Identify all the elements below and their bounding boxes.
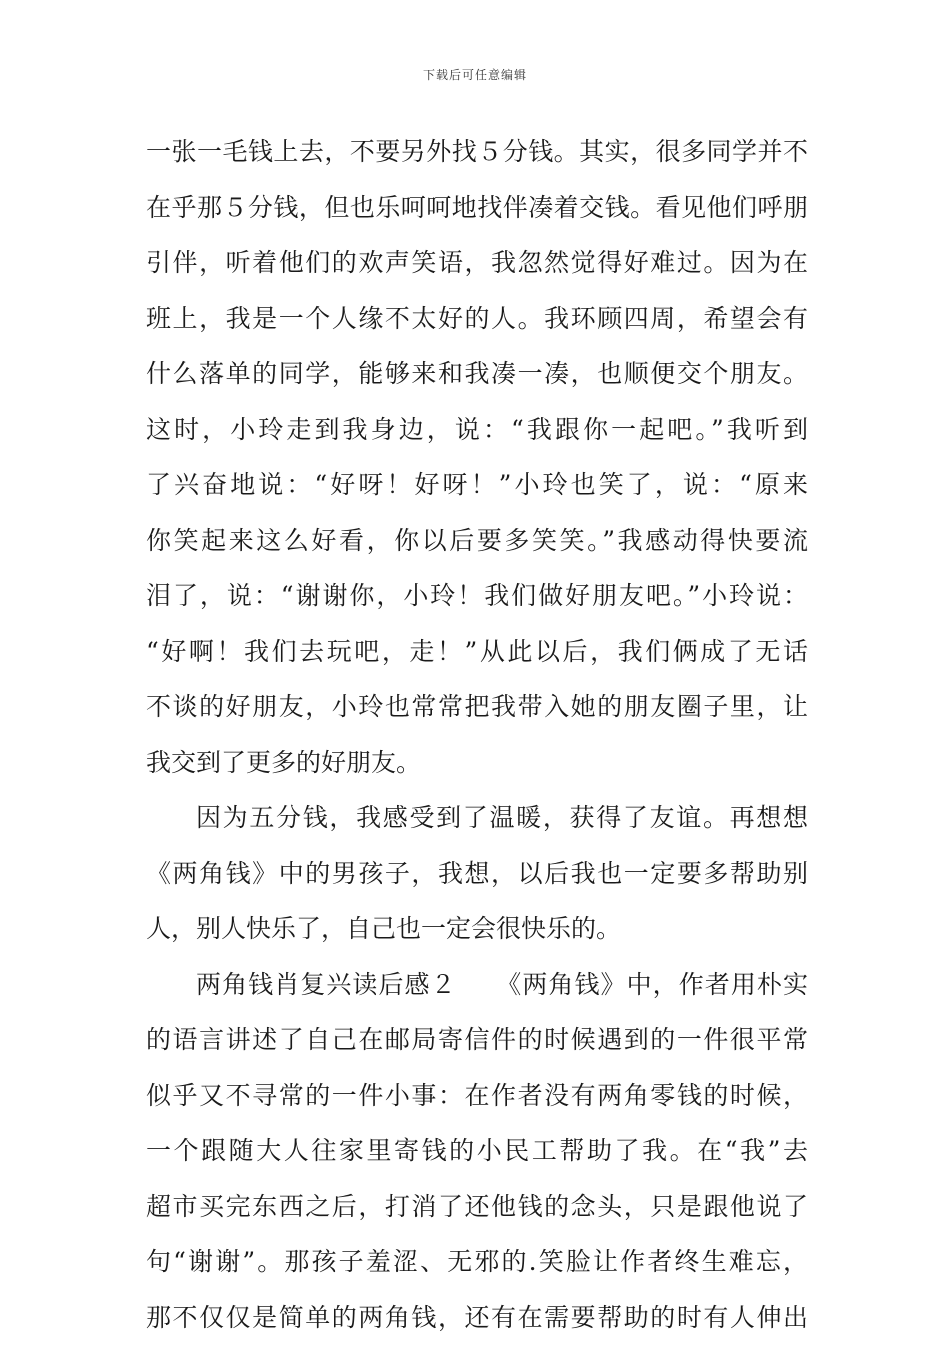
text-line: 班上，我是一个人缘不太好的人。我环顾四周，希望会有 — [146, 291, 808, 347]
text-line: “好啊！我们去玩吧，走！”从此以后，我们俩成了无话 — [146, 624, 808, 680]
page-header: 下载后可任意编辑 — [0, 66, 950, 83]
text-line: 在乎那５分钱，但也乐呵呵地找伴凑着交钱。看见他们呼朋 — [146, 180, 808, 236]
text-line: 一个跟随大人往家里寄钱的小民工帮助了我。在“我”去 — [146, 1123, 808, 1179]
text-line: 泪了，说：“谢谢你，小玲！我们做好朋友吧。”小玲说： — [146, 568, 808, 624]
text-line: 一张一毛钱上去，不要另外找５分钱。其实，很多同学并不 — [146, 124, 808, 180]
text-line: 的语言讲述了自己在邮局寄信件的时候遇到的一件很平常 — [146, 1012, 808, 1068]
text-line: 引伴，听着他们的欢声笑语，我忽然觉得好难过。因为在 — [146, 235, 808, 291]
document-body — [146, 124, 808, 1345]
text-line: 你笑起来这么好看，你以后要多笑笑。”我感动得快要流 — [146, 513, 808, 569]
text-line: 那不仅仅是简单的两角钱，还有在需要帮助的时有人伸出 — [146, 1290, 808, 1345]
paragraph-start-line: 两角钱肖复兴读后感２ 《两角钱》中，作者用朴实 — [146, 957, 808, 1013]
text-line: 超市买完东西之后，打消了还他钱的念头，只是跟他说了 — [146, 1179, 808, 1235]
text-line: 什么落单的同学，能够来和我凑一凑，也顺便交个朋友。 — [146, 346, 808, 402]
paragraph-end-line: 人，别人快乐了，自己也一定会很快乐的。 — [146, 901, 808, 957]
text-line: 了兴奋地说：“好呀！好呀！”小玲也笑了，说：“原来 — [146, 457, 808, 513]
text-line: 不谈的好朋友，小玲也常常把我带入她的朋友圈子里，让 — [146, 679, 808, 735]
paragraph-end-line: 我交到了更多的好朋友。 — [146, 735, 808, 791]
text-line: 《两角钱》中的男孩子，我想，以后我也一定要多帮助别 — [146, 846, 808, 902]
text-line: 这时，小玲走到我身边，说：“我跟你一起吧。”我听到 — [146, 402, 808, 458]
text-line: 句“谢谢”。那孩子羞涩、无邪的.笑脸让作者终生难忘， — [146, 1234, 808, 1290]
text-line: 似乎又不寻常的一件小事：在作者没有两角零钱的时候， — [146, 1068, 808, 1124]
paragraph-start-line: 因为五分钱，我感受到了温暖，获得了友谊。再想想 — [146, 790, 808, 846]
